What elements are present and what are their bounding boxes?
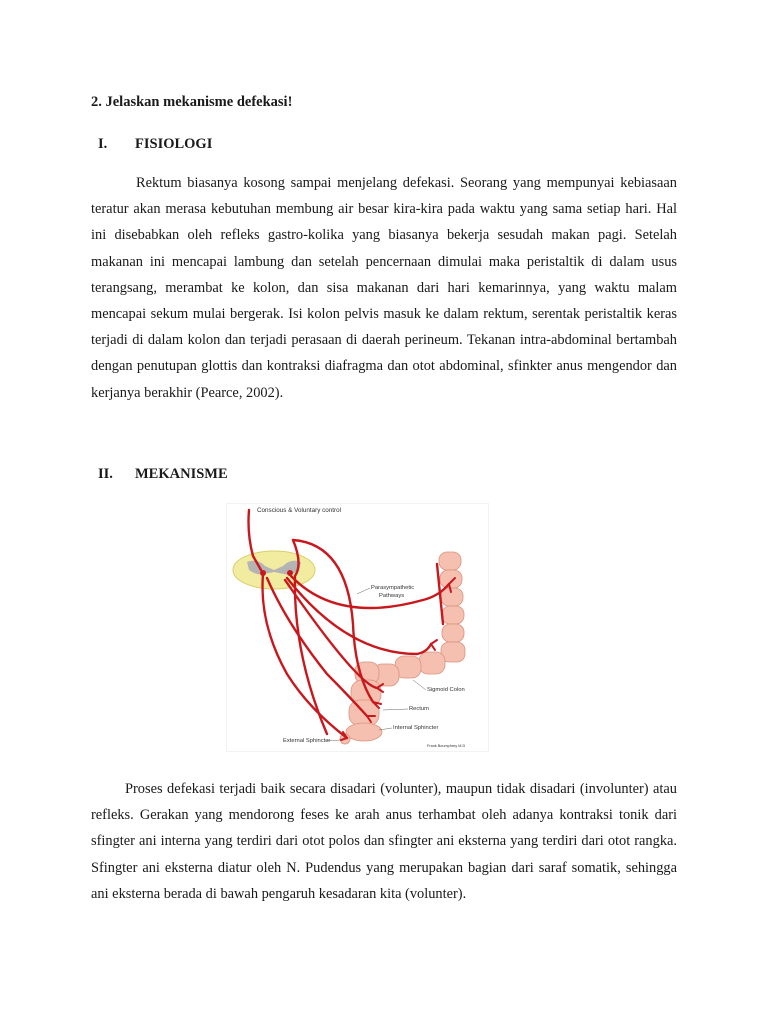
section-heading-fisiologi [98,136,212,153]
label-parasympathetic: Parasympathetic [371,585,415,591]
question-title: 2. Jelaskan mekanisme defekasi! [91,94,293,110]
label-internal-sphincter: Internal Sphincter [393,725,439,731]
label-rectum: Rectum [409,706,429,712]
label-sigmoid-colon: Sigmoid Colon [427,687,465,693]
label-pathways: Pathways [379,593,405,599]
section-title: MEKANISME [135,466,228,482]
label-conscious-control: Conscious & Voluntary control [257,507,342,514]
nerve-pathways [249,510,450,738]
label-external-sphincter: External Sphincter [283,738,331,744]
spinal-cord-section [233,551,315,589]
section-number: I. [98,136,108,152]
paragraph-mekanisme: Proses defekasi terjadi baik secara disadari (volunter), maupun tidak disadari (involunter) atau refleks. Gerakan yang mendorong feses ke arah anus terhambat oleh adanya kontraksi tonik dari sfingter ani interna yang terdiri dari otot polos dan sfingter ani eksterna yang terdiri dari otot rangka. Sfingter ani eksterna diatur oleh N. Pudendus yang merupakan bagian dari saraf somatik, sehingga ani eksterna berada di bawah pengaruh kesadaran kita (volunter). [91,781,677,902]
section-title: FISIOLOGI [135,136,213,152]
label-credit: Frank Boumphrey M.D [427,744,466,748]
section-number: II. [98,466,113,482]
colon [340,552,465,744]
section-heading-mekanisme [98,466,228,483]
paragraph-fisiologi: Rektum biasanya kosong sampai menjelang defekasi. Seorang yang mempunyai kebiasaan teratur akan merasa kebutuhan membung air besar kira-kira pada waktu yang sama setiap hari. Hal ini disebabkan oleh refleks gastro-kolika yang biasanya bekerja sesudah makan pagi. Setelah makanan ini mencapai lambung dan setelah pencernaan dimulai maka peristaltik di dalam usus terangsang, merambat ke kolon, dan sisa makanan dari hari kemarinnya, yang waktu malam mencapai sekum mulai bergerak. Isi kolon pelvis masuk ke dalam rektum, serentak peristaltik keras terjadi di dalam kolon dan terjadi perasaan di daerah perineum. Tekanan intra-abdominal bertambah dengan penutupan glottis dan kontraksi diafragma dan otot abdominal, sfinkter anus mengendor dan kerjanya berakhir (Pearce, 2002). [91,175,677,401]
defecation-reflex-diagram [226,503,489,752]
